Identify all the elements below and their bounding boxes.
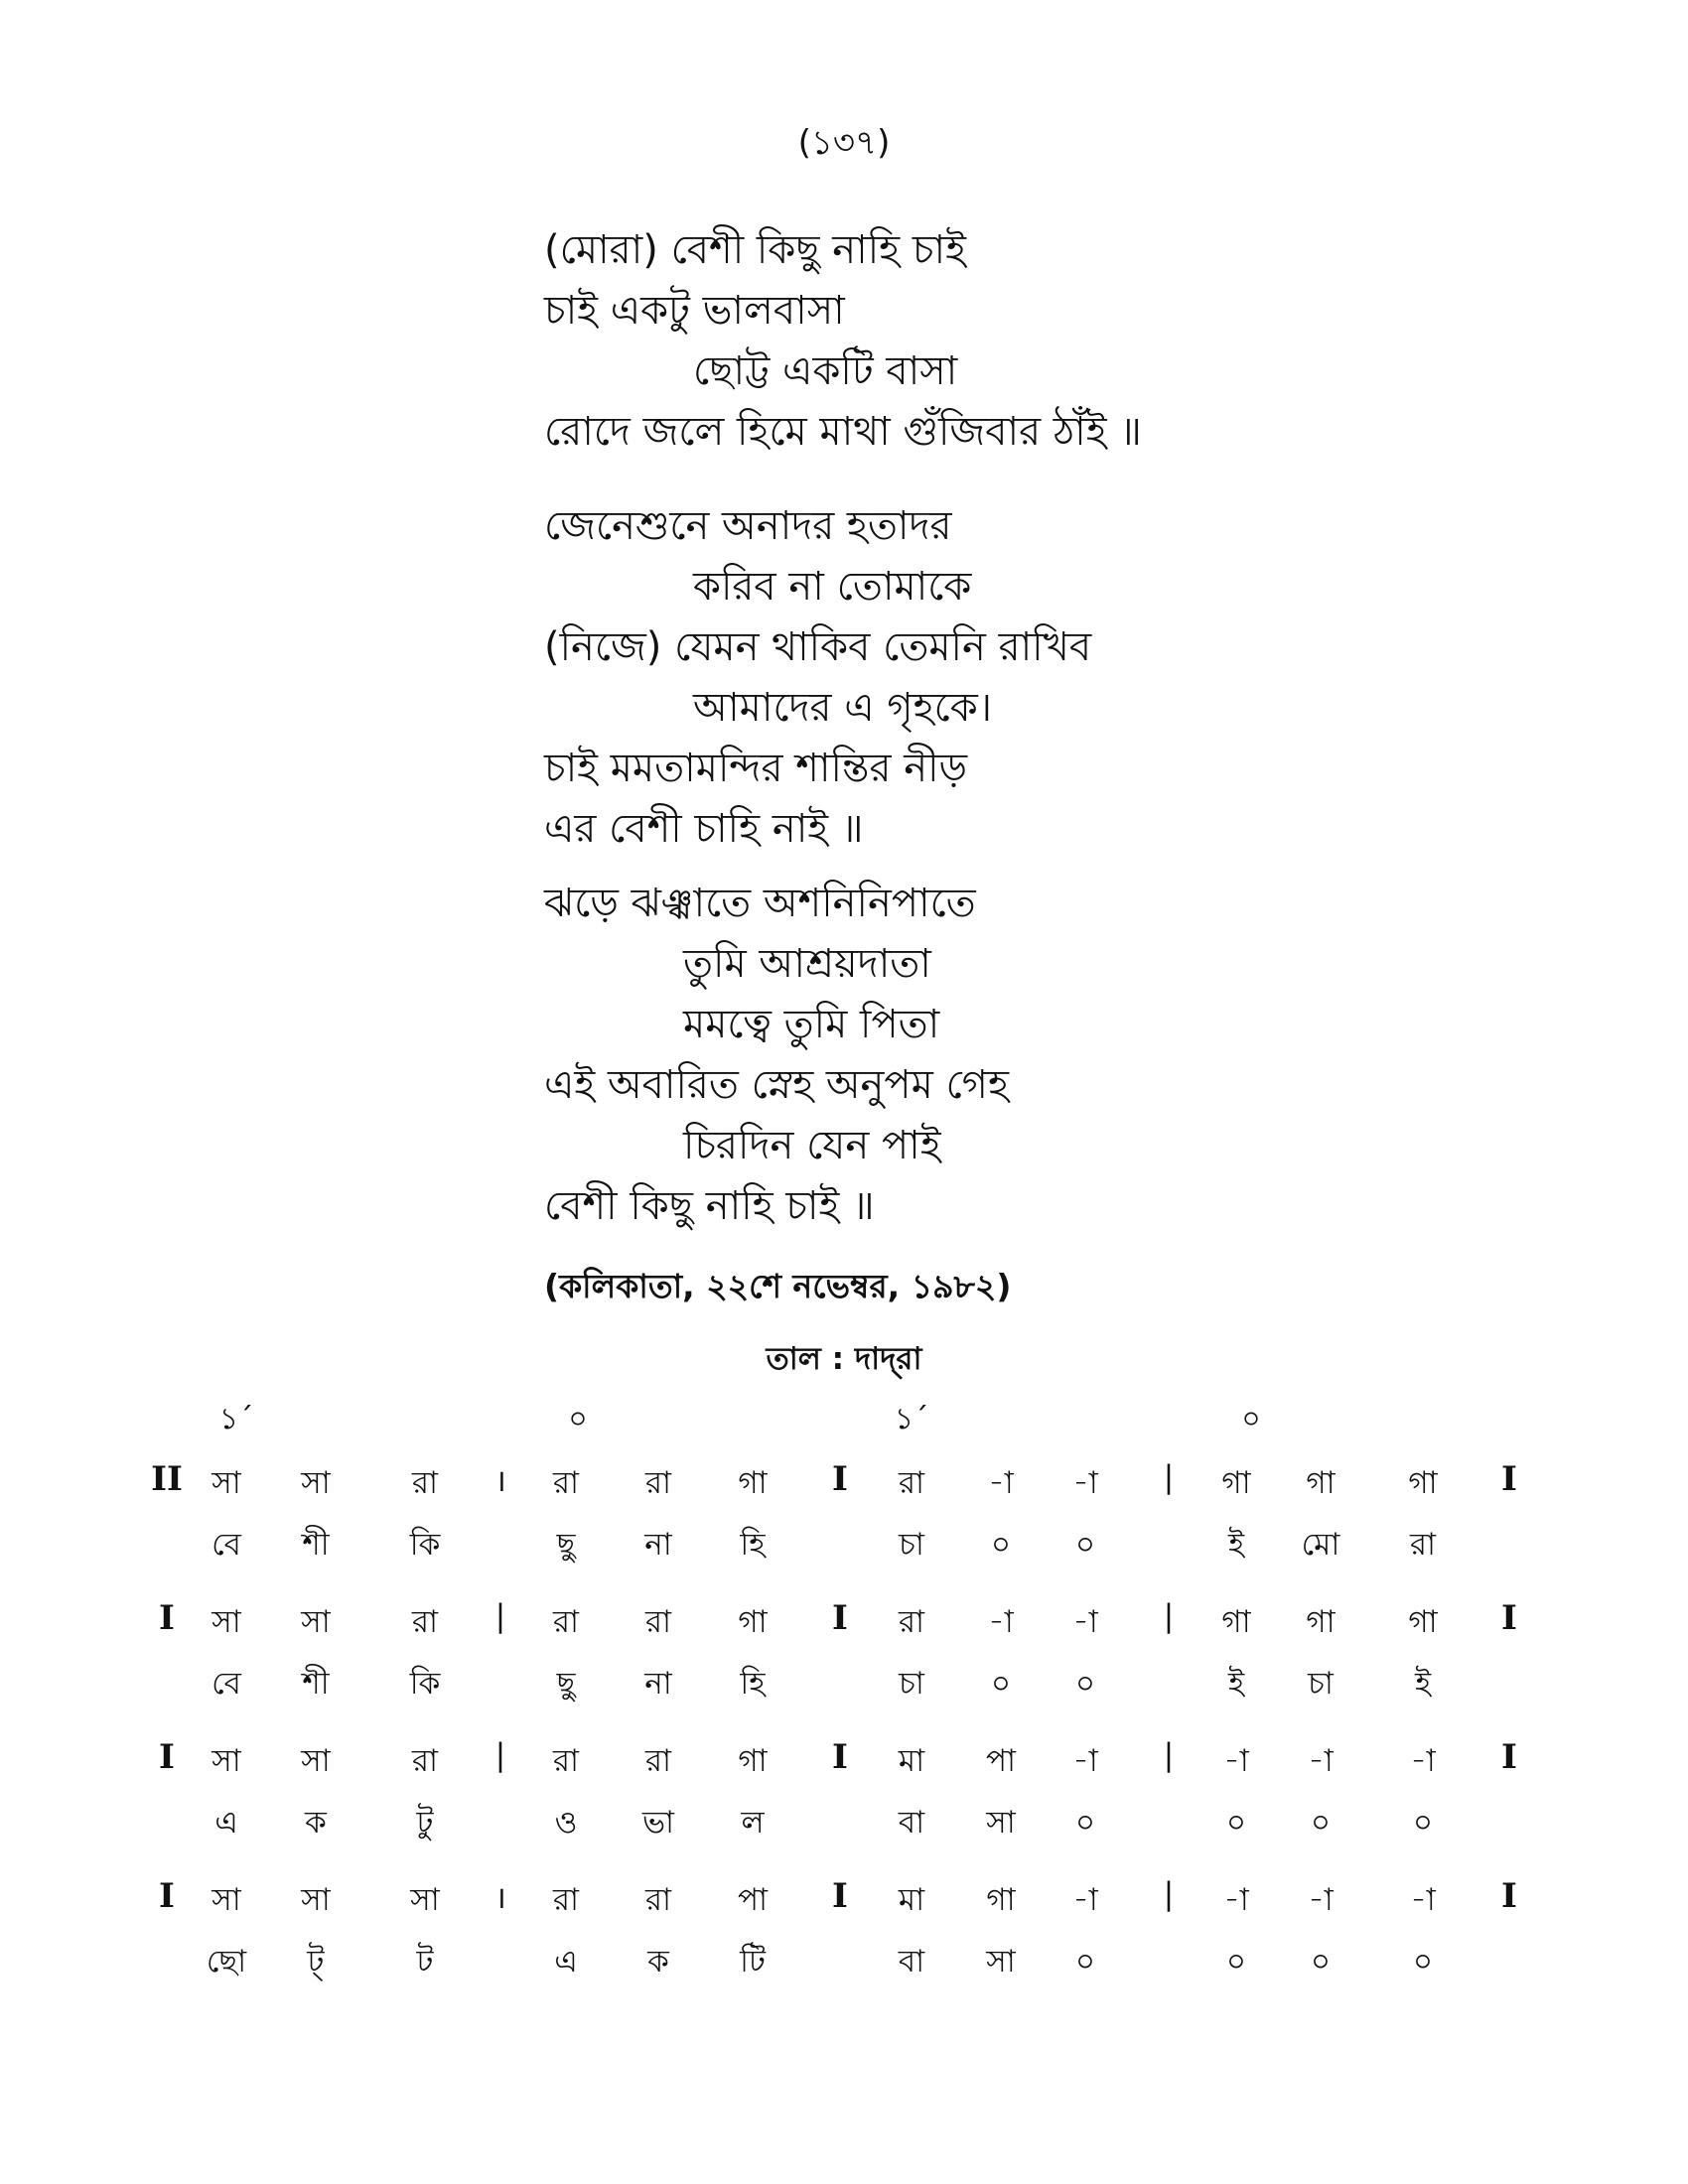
- lyric-syllable: ট্‌: [307, 1944, 325, 1979]
- swara-note: সা: [301, 1743, 331, 1779]
- lyric-syllable: টু: [416, 1805, 434, 1841]
- swara-note: রা: [552, 1604, 580, 1640]
- swara-note: গা: [738, 1465, 768, 1501]
- lyric-syllable: বে: [211, 1527, 241, 1563]
- swara-note: রা: [644, 1604, 672, 1640]
- swara-note: সা: [301, 1604, 331, 1640]
- swara-note: মা: [898, 1743, 925, 1779]
- swara-note: -া: [1223, 1743, 1249, 1779]
- bar-line-open: II: [151, 1459, 183, 1499]
- lyric-syllable: কি: [409, 1527, 441, 1563]
- bar-line-close: I: [1501, 1598, 1517, 1638]
- swara-note: -া: [1410, 1743, 1436, 1779]
- lyric-syllable: ০: [1074, 1944, 1096, 1979]
- lyric-syllable: ও: [554, 1805, 578, 1841]
- swara-note: -া: [1072, 1604, 1098, 1640]
- swara-note: পা: [737, 1882, 769, 1918]
- lyric-syllable: রা: [1409, 1527, 1437, 1563]
- bar-line-open: I: [159, 1598, 175, 1638]
- lyric-syllable: শী: [302, 1666, 330, 1702]
- swara-note: সা: [211, 1465, 241, 1501]
- lyric-syllable: ট: [416, 1944, 434, 1979]
- lyric-syllable: ০: [1074, 1666, 1096, 1702]
- poem-line: বেশী কিছু নাহি চাই ॥: [544, 1183, 875, 1229]
- lyric-syllable: ছু: [556, 1666, 576, 1702]
- swara-note: সা: [211, 1882, 241, 1918]
- swara-note: গা: [738, 1604, 768, 1640]
- lyric-syllable: ০: [990, 1527, 1012, 1563]
- swara-note: মা: [898, 1882, 925, 1918]
- poem-line: (নিজে) যেমন থাকিব তেমনি রাখিব: [544, 624, 1092, 670]
- swara-note: সা: [211, 1743, 241, 1779]
- lyric-syllable: সা: [986, 1805, 1016, 1841]
- lyric-syllable: ই: [1227, 1527, 1245, 1563]
- poem-line: এই অবারিত স্নেহ অনুপম গেহ: [544, 1062, 1009, 1108]
- lyric-syllable: হি: [740, 1666, 766, 1702]
- poem-line: জেনেশুনে অনাদর হতাদর: [544, 503, 952, 549]
- poem-line: তুমি আশ্রয়দাতা: [683, 941, 931, 987]
- swara-note: গা: [1221, 1465, 1251, 1501]
- swara-note: -া: [1223, 1882, 1249, 1918]
- swara-note: গা: [986, 1882, 1016, 1918]
- swara-note: সা: [301, 1465, 331, 1501]
- bar-line: I: [832, 1459, 848, 1499]
- poem-line: (মোরা) বেশী কিছু নাহি চাই: [544, 227, 966, 273]
- bar-line: ।: [494, 1880, 506, 1916]
- poem-line: মমত্বে তুমি পিতা: [683, 1002, 940, 1047]
- swara-note: রা: [644, 1882, 672, 1918]
- swara-note: গা: [1306, 1465, 1336, 1501]
- swara-note: রা: [552, 1743, 580, 1779]
- lyric-syllable: ০: [1074, 1805, 1096, 1841]
- lyric-syllable: বা: [898, 1944, 925, 1979]
- swara-note: রা: [898, 1465, 925, 1501]
- bar-line: ।: [494, 1463, 506, 1499]
- swara-note: -া: [1072, 1743, 1098, 1779]
- lyric-syllable: বা: [898, 1805, 925, 1841]
- bar-line-close: I: [1501, 1876, 1517, 1916]
- swara-note: রা: [898, 1604, 925, 1640]
- swara-note: সা: [301, 1882, 331, 1918]
- swara-note: -া: [1072, 1882, 1098, 1918]
- bar-line: |: [1163, 1876, 1175, 1912]
- swara-note: গা: [738, 1743, 768, 1779]
- lyric-syllable: ছু: [556, 1527, 576, 1563]
- lyric-syllable: ০: [1074, 1527, 1096, 1563]
- beat-marker: ০: [1241, 1402, 1261, 1436]
- poem-line: এর বেশী চাহি নাই ॥: [544, 806, 864, 852]
- lyric-syllable: ০: [990, 1666, 1012, 1702]
- swara-note: সা: [410, 1882, 440, 1918]
- lyric-syllable: না: [644, 1527, 672, 1563]
- poem-line: করিব না তোমাকে: [693, 564, 972, 610]
- lyric-syllable: মো: [1301, 1527, 1340, 1563]
- swara-note: -া: [1308, 1882, 1334, 1918]
- lyric-syllable: ই: [1227, 1666, 1245, 1702]
- bar-line-open: I: [159, 1876, 175, 1916]
- swara-note: গা: [1408, 1604, 1438, 1640]
- lyric-syllable: ভা: [641, 1805, 675, 1841]
- lyric-syllable: চা: [899, 1527, 924, 1563]
- lyric-syllable: ০: [1310, 1944, 1332, 1979]
- poem-line: চাই মমতামন্দির শান্তির নীড়: [544, 746, 968, 791]
- swara-note: গা: [1408, 1465, 1438, 1501]
- lyric-syllable: ০: [1412, 1805, 1434, 1841]
- bar-line: |: [1163, 1598, 1175, 1634]
- composition-date: (কলিকাতা, ২২শে নভেম্বর, ১৯৮২): [544, 1267, 1012, 1305]
- swara-note: রা: [411, 1465, 439, 1501]
- beat-marker: ১´: [894, 1402, 929, 1436]
- lyric-syllable: বে: [211, 1666, 241, 1702]
- bar-line: |: [494, 1737, 506, 1773]
- swara-note: রা: [552, 1882, 580, 1918]
- lyric-syllable: চা: [899, 1666, 924, 1702]
- swara-note: গা: [1221, 1604, 1251, 1640]
- beat-marker: ০: [568, 1402, 588, 1436]
- poem-line: চাই একটু ভালবাসা: [544, 288, 845, 334]
- lyric-syllable: এ: [554, 1944, 578, 1979]
- poem-line: ঝড়ে ঝঞ্ঝাতে অশনিনিপাতে: [544, 881, 976, 926]
- lyric-syllable: ০: [1310, 1805, 1332, 1841]
- bar-line: |: [1163, 1459, 1175, 1495]
- lyric-syllable: এ: [214, 1805, 238, 1841]
- bar-line: |: [494, 1598, 506, 1634]
- swara-note: সা: [211, 1604, 241, 1640]
- bar-line: I: [832, 1876, 848, 1916]
- swara-note: রা: [644, 1465, 672, 1501]
- swara-note: -া: [1072, 1465, 1098, 1501]
- swara-note: রা: [411, 1604, 439, 1640]
- lyric-syllable: ০: [1412, 1944, 1434, 1979]
- tala-title: তাল : দাদ্‌রা: [766, 1341, 922, 1377]
- lyric-syllable: ক: [305, 1805, 327, 1841]
- bar-line: I: [832, 1737, 848, 1777]
- lyric-syllable: চা: [1308, 1666, 1334, 1702]
- lyric-syllable: কি: [409, 1666, 441, 1702]
- swara-note: -া: [988, 1604, 1014, 1640]
- bar-line: I: [832, 1598, 848, 1638]
- swara-note: -া: [1308, 1743, 1334, 1779]
- poem-line: রোদে জলে হিমে মাথা গুঁজিবার ঠাঁই ॥: [544, 409, 1142, 455]
- swara-note: -া: [1410, 1882, 1436, 1918]
- lyric-syllable: শী: [302, 1527, 330, 1563]
- swara-note: গা: [1306, 1604, 1336, 1640]
- lyric-syllable: না: [644, 1666, 672, 1702]
- swara-note: -া: [988, 1465, 1014, 1501]
- lyric-syllable: ছো: [206, 1944, 247, 1979]
- bar-line-close: I: [1501, 1737, 1517, 1777]
- swara-note: রা: [644, 1743, 672, 1779]
- swara-note: পা: [985, 1743, 1017, 1779]
- poem-line: চিরদিন যেন পাই: [683, 1123, 941, 1168]
- bar-line: |: [1163, 1737, 1175, 1773]
- poem-line: ছোট্ট একটি বাসা: [693, 348, 958, 394]
- lyric-syllable: ল: [741, 1805, 765, 1841]
- lyric-syllable: টি: [740, 1944, 766, 1979]
- bar-line-open: I: [159, 1737, 175, 1777]
- swara-note: রা: [411, 1743, 439, 1779]
- page-number: (১৩৭): [797, 123, 891, 163]
- swara-note: রা: [552, 1465, 580, 1501]
- bar-line-close: I: [1501, 1459, 1517, 1499]
- lyric-syllable: ই: [1414, 1666, 1432, 1702]
- lyric-syllable: ০: [1225, 1805, 1247, 1841]
- lyric-syllable: ক: [647, 1944, 669, 1979]
- lyric-syllable: ০: [1225, 1944, 1247, 1979]
- poem-line: আমাদের এ গৃহকে।: [693, 685, 993, 731]
- lyric-syllable: হি: [740, 1527, 766, 1563]
- lyric-syllable: সা: [986, 1944, 1016, 1979]
- beat-marker: ১´: [218, 1402, 254, 1436]
